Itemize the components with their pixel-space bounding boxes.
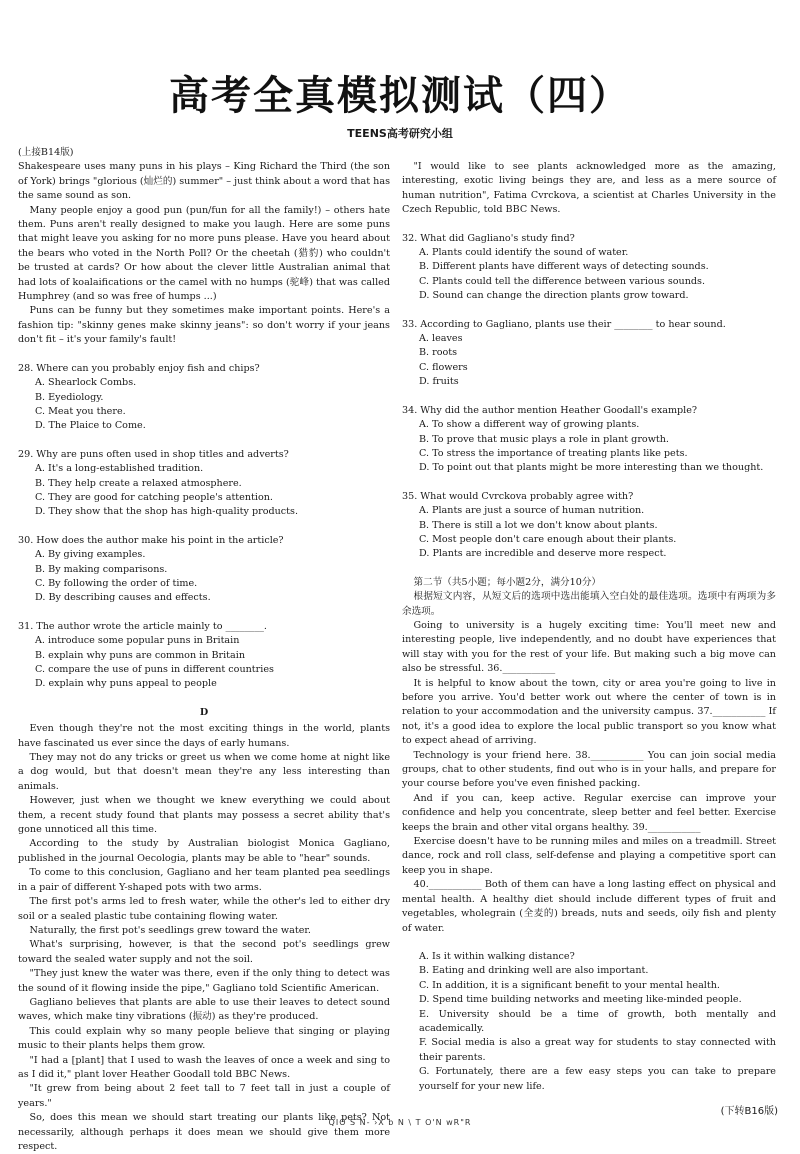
answer-option[interactable]: A. introduce some popular puns in Britain [35, 635, 240, 647]
passage-d-paragraph: The first pot's arms led to fresh water, while the other's led to either dry soil or a sealed plastic tube containing flowing water. [18, 896, 390, 922]
cloze-option[interactable]: A. Is it within walking distance? [419, 950, 575, 962]
answer-option[interactable]: A. Plants are just a source of human nutrition. [419, 505, 645, 517]
passage-d-paragraph: They may not do any tricks or greet us when we come home at night like a dog would, but that doesn't mean they're any less interesting than animals. [18, 752, 390, 792]
question-29 [18, 448, 390, 520]
question-28 [18, 362, 390, 434]
cloze-option[interactable]: G. Fortunately, there are a few easy steps you can take to prepare yourself for your new life. [419, 1066, 776, 1092]
continued-from-note: (上接B14版) [18, 147, 74, 158]
answer-option[interactable]: B. Eyediology. [35, 391, 104, 403]
passage-d-paragraph: To come to this conclusion, Gagliano and her team planted pea seedlings in a pair of different Y-shaped pots with two arms. [18, 867, 390, 893]
question-stem: 35. What would Cvrckova probably agree with? [402, 490, 634, 502]
question-stem: 29. Why are puns often used in shop titles and adverts? [18, 448, 289, 460]
passage-d-continued: "I would like to see plants acknowledged more as the amazing, interesting, exotic living beings they are, and less as a mere source of human nutrition", Fatima Cvrckova, a scientist at Charles University in the Czech Republic, told BBC News. [402, 161, 776, 216]
answer-option[interactable]: B. Different plants have different ways of detecting sounds. [419, 261, 709, 273]
left-column [18, 146, 390, 1154]
answer-option[interactable]: D. fruits [419, 376, 459, 388]
question-30 [18, 534, 390, 606]
question-stem: 30. How does the author make his point in the article? [18, 534, 284, 546]
cloze-paragraph: Going to university is a hugely exciting time: You'll meet new and interesting people, live independently, and no doubt have experiences that will stay with you for the rest of your life. But making such a big move can also be stressful. 36.___________ [402, 619, 776, 675]
answer-option[interactable]: A. It's a long-established tradition. [35, 463, 204, 475]
footer-code: QIO S N- ›X b N \ T O'N wR"R [328, 1118, 472, 1127]
answer-option[interactable]: B. There is still a lot we don't know about plants. [419, 519, 658, 531]
part2-instruction: 根据短文内容，从短文后的选项中选出能填入空白处的最佳选项。选项中有两项为多余选项。 [402, 591, 776, 617]
cloze-option[interactable]: E. University should be a time of growth, both mentally and academically. [419, 1008, 776, 1034]
page-subtitle: TEENS高考研究小组 [347, 127, 453, 140]
passage-d-paragraph: "I had a [plant] that I used to wash the leaves of once a week and sing to as I did it," plant lover Heather Goodall told BBC News. [18, 1054, 390, 1080]
question-32 [402, 232, 776, 304]
question-33 [402, 318, 776, 390]
question-stem: 31. The author wrote the article mainly to ________. [18, 620, 267, 632]
cloze-paragraph: And if you can, keep active. Regular exercise can improve your confidence and help you concentrate, sleep better and feel better. Exercise keeps the brain and other vital organs healthy. 39.___________ [402, 792, 776, 833]
right-column [402, 160, 776, 1094]
answer-option[interactable]: C. Plants could tell the difference between various sounds. [419, 275, 706, 287]
answer-option[interactable]: A. Shearlock Combs. [35, 377, 137, 389]
answer-option[interactable]: C. To stress the importance of treating plants like pets. [419, 447, 688, 459]
passage-c-paragraph: Puns can be funny but they sometimes make important points. Here's a fashion tip: "skinny genes make skinny jeans": so don't worry if your jeans don't fit – it's your family's fault! [18, 305, 390, 346]
answer-option[interactable]: C. flowers [419, 361, 468, 373]
cloze-option[interactable]: D. Spend time building networks and meeting like-minded people. [419, 994, 742, 1006]
cloze-option[interactable]: B. Eating and drinking well are also important. [419, 965, 649, 977]
answer-option[interactable]: B. They help create a relaxed atmosphere. [35, 477, 242, 489]
cloze-paragraph: Exercise doesn't have to be running miles and miles on a treadmill. Street dance, rock and roll class, self-defense and playing a competitive sport can keep you in shape. [402, 836, 776, 876]
answer-option[interactable]: D. Sound can change the direction plants grow toward. [419, 290, 689, 302]
question-34 [402, 404, 776, 476]
section-d-heading: D [199, 706, 209, 718]
answer-option[interactable]: C. Meat you there. [35, 405, 126, 417]
answer-option[interactable]: A. To show a different way of growing plants. [419, 419, 640, 431]
answer-option[interactable]: B. explain why puns are common in Britain [35, 649, 245, 661]
question-stem: 33. According to Gagliano, plants use their ________ to hear sound. [402, 318, 726, 330]
answer-option[interactable]: A. leaves [419, 333, 463, 345]
answer-option[interactable]: D. They show that the shop has high-quality products. [35, 506, 299, 518]
answer-option[interactable]: C. Most people don't care enough about their plants. [419, 533, 677, 545]
answer-option[interactable]: B. By making comparisons. [35, 563, 168, 575]
answer-option[interactable]: C. They are good for catching people's attention. [35, 491, 273, 503]
cloze-options [402, 950, 776, 1094]
answer-option[interactable]: A. By giving examples. [35, 549, 146, 561]
passage-d-paragraph: Gagliano believes that plants are able to use their leaves to detect sound waves, which make tiny vibrations (振动) as they're produced. [18, 996, 390, 1023]
answer-option[interactable]: D. explain why puns appeal to people [35, 678, 217, 690]
cloze-paragraph: It is helpful to know about the town, city or area you're going to live in before you arrive. You'd better work out where the center of town is in relation to your accommodation and the university campus. 37.___________ If not, it's a good idea to explore the local public transport so you know what to expect ahead of arriving. [402, 677, 776, 747]
cloze-paragraph: Technology is your friend here. 38.___________ You can join social media groups, chat to other students, find out who is in your halls, and prepare for your course before you've even finished packing. [402, 749, 776, 790]
passage-d-paragraph: "They just knew the water was there, even if the only thing to detect was the sound of it flowing inside the pipe," Gagliano told Scientific American. [18, 968, 390, 994]
passage-d-paragraph: This could explain why so many people believe that singing or playing music to their plants helps them grow. [18, 1025, 390, 1052]
passage-c-paragraph: Shakespeare uses many puns in his plays – King Richard the Third (the son of York) brings "glorious (灿烂的) summer" – just think about a word that has the same sound as son. [18, 161, 390, 202]
answer-option[interactable]: A. Plants could identify the sound of water. [419, 247, 629, 259]
question-stem: 28. Where can you probably enjoy fish and chips? [18, 362, 260, 374]
cloze-option[interactable]: F. Social media is also a great way for students to stay connected with their parents. [419, 1037, 776, 1063]
answer-option[interactable]: B. To prove that music plays a role in plant growth. [419, 433, 669, 445]
question-35 [402, 490, 776, 562]
question-31 [18, 620, 390, 692]
answer-option[interactable]: D. Plants are incredible and deserve more respect. [419, 548, 667, 560]
answer-option[interactable]: C. compare the use of puns in different countries [35, 664, 274, 675]
passage-d-paragraph: However, just when we thought we knew everything we could about them, a recent study found that plants may possess a secret ability that's gone unnoticed all this time. [18, 795, 390, 836]
passage-d-paragraph: "It grew from being about 2 feet tall to 7 feet tall in just a couple of years." [18, 1083, 390, 1109]
passage-d-paragraph: Even though they're not the most exciting things in the world, plants have fascinated us ever since the days of early humans. [18, 723, 390, 749]
question-stem: 32. What did Gagliano's study find? [402, 232, 575, 244]
cloze-option[interactable]: C. In addition, it is a significant benefit to your mental health. [419, 979, 720, 991]
passage-c-paragraph: Many people enjoy a good pun (pun/fun for all the family!) – others hate them. Puns aren't really designed to make you laugh. Here are some puns that might leave you asking for no more puns please. Have you heard about the bears who voted in the North Poll? Or the cheetah (猎豹) who couldn't be trusted at cards? Or how about the clever little Australian animal that had lots of koalaifications or the camel with no humps (驼峰) that was called Humphrey (and so was free of humps ...) [18, 204, 390, 303]
answer-option[interactable]: D. To point out that plants might be more interesting than we thought. [419, 462, 764, 474]
cloze-paragraph: 40.___________ Both of them can have a long lasting effect on physical and mental health. A healthy diet should include different types of fruit and vegetables, wholegrain (全麦的) breads, nuts and seeds, oily fish and plenty of water. [402, 879, 776, 934]
answer-option[interactable]: D. By describing causes and effects. [35, 592, 211, 604]
passage-d-paragraph: So, does this mean we should start treating our plants like pets? Not necessarily, although perhaps it does mean we should give them more respect. [18, 1112, 390, 1152]
answer-option[interactable]: B. roots [419, 347, 458, 359]
passage-d-paragraph: According to the study by Australian biologist Monica Gagliano, published in the journal Oecologia, plants may be able to "hear" sounds. [18, 838, 390, 864]
answer-option[interactable]: D. The Plaice to Come. [35, 420, 146, 432]
answer-option[interactable]: C. By following the order of time. [35, 577, 198, 589]
passage-d-paragraph: What's surprising, however, is that the second pot's seedlings grew toward the sealed water supply and not the soil. [18, 939, 390, 965]
page-title: 高考全真模拟测试（四） [169, 73, 631, 119]
continued-to-note: (下转B16版) [720, 1106, 778, 1117]
question-stem: 34. Why did the author mention Heather Goodall's example? [402, 404, 698, 416]
passage-d-paragraph: Naturally, the first pot's seedlings grew toward the water. [29, 924, 311, 936]
part2-heading: 第二节（共5小题；每小题2分，满分10分） [413, 576, 602, 588]
